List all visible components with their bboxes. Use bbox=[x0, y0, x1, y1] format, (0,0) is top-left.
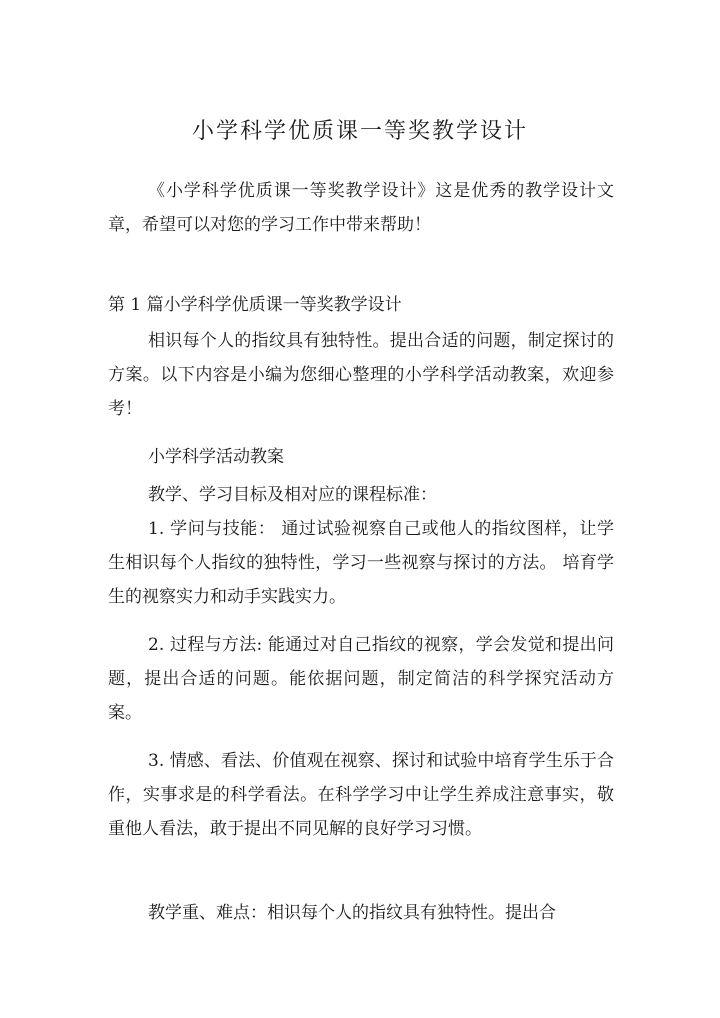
body-paragraph: 小学科学活动教案 bbox=[148, 447, 284, 467]
body-paragraph: 3. 情感、看法、价值观在视察、探讨和试验中培育学生乐于合作，实事求是的科学看法。在科学学习中让学生养成注意事实，敬重他人看法，敢于提出不同见解的良好学习习惯。 bbox=[108, 751, 614, 839]
body-paragraph: 1. 学问与技能： 通过试验视察自己或他人的指纹图样，让学生相识每个人指纹的独特性，学习一些视察与探讨的方法。 培育学生的视察实力和动手实践实力。 bbox=[108, 519, 614, 607]
body-paragraph: 相识每个人的指纹具有独特性。提出合适的问题，制定探讨的方案。以下内容是小编为您细心整理的小学科学活动教案，欢迎参考！ bbox=[108, 331, 614, 419]
body-paragraph: 2. 过程与方法: 能通过对自己指纹的视察，学会发觉和提出问题，提出合适的问题。能依据问题，制定简洁的科学探究活动方案。 bbox=[108, 635, 614, 723]
body-paragraph: 教学重、难点：相识每个人的指纹具有独特性。提出合 bbox=[148, 903, 556, 923]
intro-paragraph: 《小学科学优质课一等奖教学设计》这是优秀的教学设计文章，希望可以对您的学习工作中带来帮助！ bbox=[108, 181, 614, 235]
document-title: 小学科学优质课一等奖教学设计 bbox=[191, 119, 528, 144]
section-heading: 第 1 篇小学科学优质课一等奖教学设计 bbox=[108, 295, 402, 315]
body-paragraph: 教学、学习目标及相对应的课程标准： bbox=[148, 485, 437, 505]
